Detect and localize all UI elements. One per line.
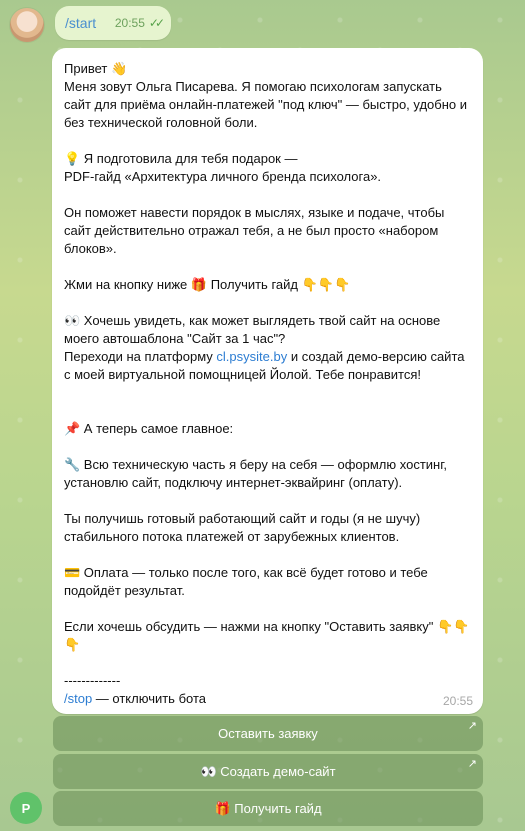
msg-line: Ты получишь готовый работающий сайт и годы (я не шучу) стабильного потока платежей от зарубежных клиентов.	[64, 511, 421, 544]
msg-line: 🔧 Всю техническую часть я беру на себя — оформлю хостинг, установлю сайт, подключу интернет-эквайринг (оплату).	[64, 457, 447, 490]
bot-message-bubble	[52, 48, 483, 714]
create-demo-site-button[interactable]	[53, 754, 483, 789]
user-avatar[interactable]	[10, 8, 44, 42]
msg-line: 👀 Хочешь увидеть, как может выглядеть твой сайт на основе моего автошаблона "Сайт за 1 час"?	[64, 313, 441, 346]
outgoing-time: 20:55	[114, 16, 145, 30]
msg-separator: -------------	[64, 673, 121, 688]
start-command-text[interactable]: /start	[65, 15, 97, 31]
stop-command-text: — отключить бота	[92, 691, 206, 706]
msg-line	[64, 690, 471, 708]
outgoing-meta	[115, 16, 161, 30]
msg-line: Жми на кнопку ниже 🎁 Получить гайд 👇👇👇	[64, 277, 351, 292]
msg-line: Меня зовут Ольга Писарева. Я помогаю психологам запускать сайт для приёма онлайн-платежей "под ключ" — быстро, удобно и без технической головной боли.	[64, 79, 468, 130]
msg-line: Если хочешь обсудить — нажми на кнопку "Оставить заявку" 👇👇👇	[64, 619, 470, 652]
msg-line: 📌 А теперь самое главное:	[64, 421, 234, 436]
external-link-icon: ↗	[467, 720, 477, 732]
msg-line: 💳 Оплата — только после того, как всё будет готово и тебе подойдёт результат.	[64, 565, 428, 598]
double-check-icon: ✓✓	[148, 16, 161, 30]
msg-line: Привет 👋	[64, 61, 128, 76]
leave-request-button[interactable]	[53, 716, 483, 751]
bot-avatar-letter: P	[21, 800, 31, 816]
msg-line: Он поможет навести порядок в мыслях, языке и подаче, чтобы сайт действительно отражал тебя, а не был просто «набором блоков».	[64, 205, 445, 256]
msg-line	[64, 348, 471, 384]
platform-link[interactable]: cl.psysite.by	[216, 349, 288, 364]
msg-line: PDF-гайд «Архитектура личного бренда психолога».	[64, 169, 382, 184]
get-guide-label: 🎁 Получить гайд	[214, 800, 322, 816]
bot-avatar[interactable]	[10, 792, 42, 824]
stop-command-link[interactable]: /stop	[64, 691, 93, 706]
msg-line: 💡 Я подготовила для тебя подарок —	[64, 151, 298, 166]
message-time: 20:55	[442, 694, 473, 708]
outgoing-message[interactable]	[55, 6, 171, 40]
get-guide-button[interactable]	[53, 791, 483, 826]
platform-text-b: и создай демо-версию сайта с моей виртуальной помощницей Йолой. Тебе понравится!	[64, 349, 465, 382]
leave-request-label: Оставить заявку	[218, 726, 318, 741]
create-demo-site-label: 👀 Создать демо-сайт	[200, 763, 336, 779]
platform-text-a: Переходи на платформу	[64, 349, 217, 364]
external-link-icon: ↗	[467, 758, 477, 770]
